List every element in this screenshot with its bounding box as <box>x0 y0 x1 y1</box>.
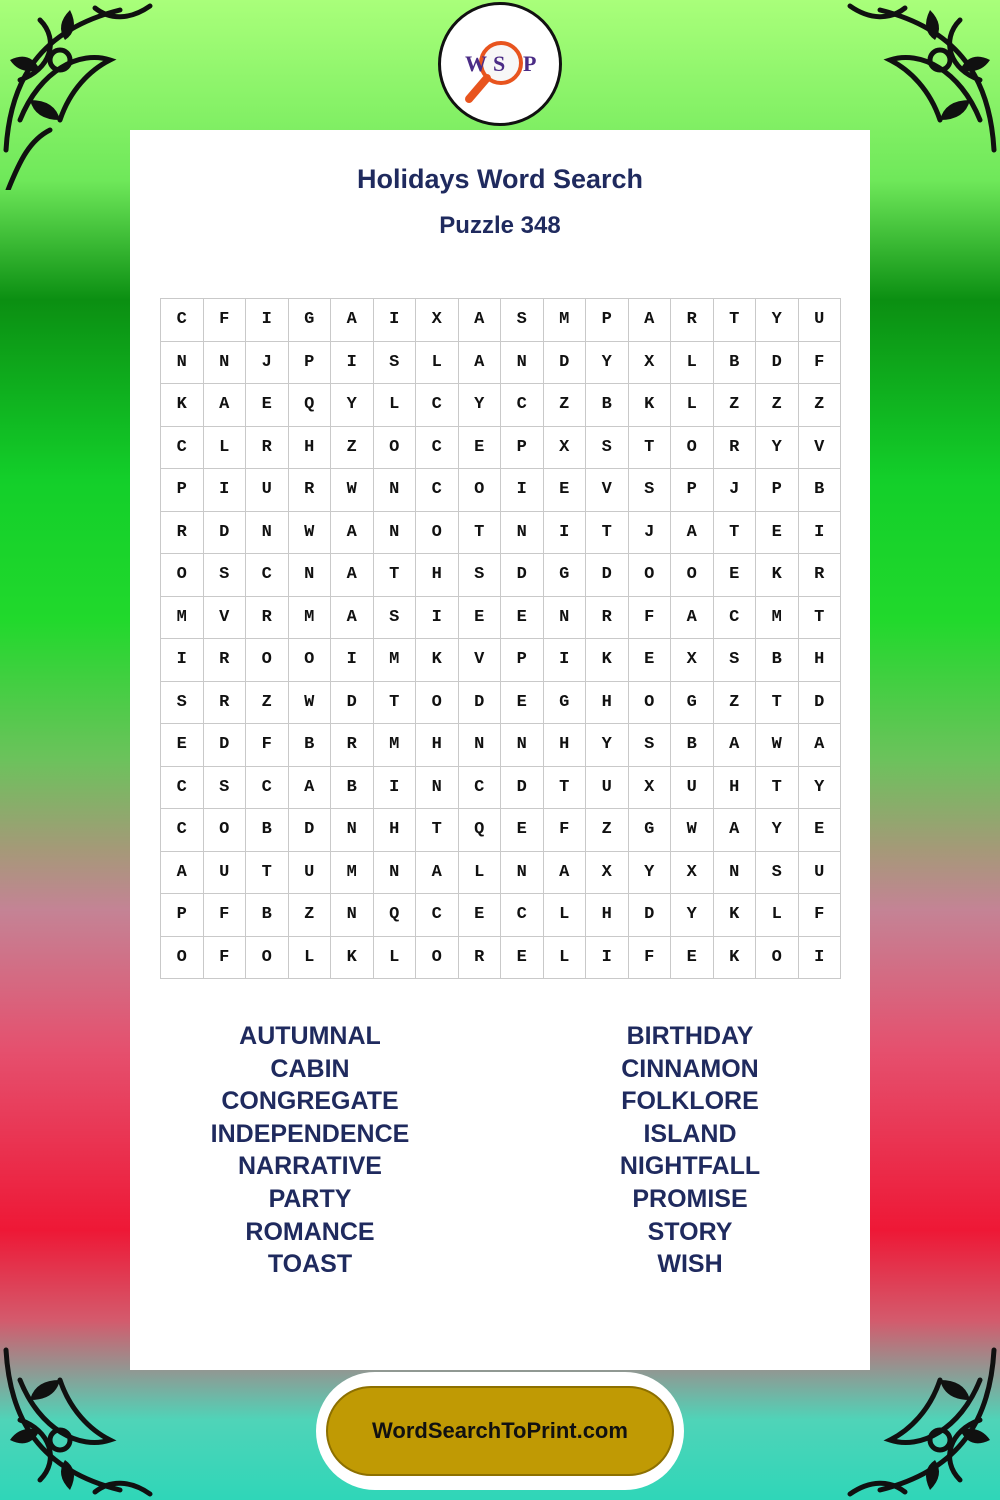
grid-cell[interactable]: Q <box>374 894 417 937</box>
grid-cell[interactable]: Z <box>331 427 374 470</box>
grid-cell[interactable]: J <box>714 469 757 512</box>
grid-cell[interactable]: O <box>161 554 204 597</box>
grid-cell[interactable]: Z <box>246 682 289 725</box>
grid-cell[interactable]: C <box>714 597 757 640</box>
grid-cell[interactable]: Z <box>756 384 799 427</box>
grid-cell[interactable]: A <box>714 724 757 767</box>
grid-cell[interactable]: C <box>161 299 204 342</box>
grid-cell[interactable]: S <box>204 554 247 597</box>
grid-cell[interactable]: H <box>416 554 459 597</box>
grid-cell[interactable]: K <box>629 384 672 427</box>
grid-cell[interactable]: A <box>671 512 714 555</box>
grid-cell[interactable]: P <box>671 469 714 512</box>
grid-cell[interactable]: Z <box>289 894 332 937</box>
grid-cell[interactable]: N <box>331 894 374 937</box>
grid-cell[interactable]: O <box>629 554 672 597</box>
grid-cell[interactable]: O <box>246 937 289 980</box>
grid-cell[interactable]: R <box>331 724 374 767</box>
grid-cell[interactable]: I <box>374 767 417 810</box>
grid-cell[interactable]: C <box>246 767 289 810</box>
grid-cell[interactable]: C <box>416 469 459 512</box>
grid-cell[interactable]: L <box>756 894 799 937</box>
grid-cell[interactable]: X <box>629 342 672 385</box>
grid-cell[interactable]: C <box>501 894 544 937</box>
grid-cell[interactable]: I <box>501 469 544 512</box>
grid-cell[interactable]: K <box>756 554 799 597</box>
grid-cell[interactable]: D <box>629 894 672 937</box>
grid-cell[interactable]: Y <box>629 852 672 895</box>
grid-cell[interactable]: N <box>204 342 247 385</box>
grid-cell[interactable]: T <box>629 427 672 470</box>
grid-cell[interactable]: T <box>714 299 757 342</box>
word-list-item: STORY <box>647 1217 733 1246</box>
grid-cell[interactable]: T <box>374 554 417 597</box>
grid-cell[interactable]: J <box>629 512 672 555</box>
puzzle-card <box>130 130 870 1370</box>
grid-cell[interactable]: N <box>501 724 544 767</box>
grid-cell[interactable]: H <box>416 724 459 767</box>
grid-cell[interactable]: N <box>501 512 544 555</box>
grid-cell[interactable]: J <box>246 342 289 385</box>
grid-cell[interactable]: V <box>799 427 842 470</box>
grid-cell[interactable]: I <box>331 342 374 385</box>
grid-cell[interactable]: A <box>331 299 374 342</box>
grid-cell[interactable]: T <box>586 512 629 555</box>
grid-cell[interactable]: B <box>331 767 374 810</box>
grid-cell[interactable]: Y <box>586 342 629 385</box>
grid-cell[interactable]: O <box>161 937 204 980</box>
word-list-right <box>510 1020 870 1281</box>
grid-cell[interactable]: F <box>246 724 289 767</box>
grid-cell[interactable]: I <box>544 639 587 682</box>
grid-cell[interactable]: O <box>671 427 714 470</box>
grid-cell[interactable]: F <box>629 597 672 640</box>
word-list-item: BIRTHDAY <box>626 1022 754 1050</box>
grid-cell[interactable]: E <box>714 554 757 597</box>
grid-cell[interactable]: O <box>289 639 332 682</box>
word-list-item: PARTY <box>268 1184 352 1213</box>
grid-cell[interactable]: A <box>331 512 374 555</box>
grid-cell[interactable]: N <box>374 852 417 895</box>
grid-cell[interactable]: H <box>374 809 417 852</box>
grid-cell[interactable]: Y <box>756 809 799 852</box>
grid-cell[interactable]: H <box>544 724 587 767</box>
grid-cell[interactable]: M <box>756 597 799 640</box>
word-list-item: INDEPENDENCE <box>210 1119 410 1148</box>
grid-cell[interactable]: W <box>289 682 332 725</box>
grid-cell[interactable]: N <box>501 342 544 385</box>
grid-cell[interactable]: M <box>161 597 204 640</box>
grid-cell[interactable]: H <box>586 682 629 725</box>
grid-cell[interactable]: P <box>161 894 204 937</box>
grid-cell[interactable]: E <box>459 894 502 937</box>
grid-cell[interactable]: I <box>416 597 459 640</box>
grid-cell[interactable]: D <box>501 554 544 597</box>
grid-cell[interactable]: R <box>204 682 247 725</box>
grid-cell[interactable]: L <box>374 384 417 427</box>
grid-cell[interactable]: N <box>289 554 332 597</box>
grid-cell[interactable]: F <box>204 894 247 937</box>
grid-cell[interactable]: T <box>416 809 459 852</box>
grid-cell[interactable]: M <box>374 639 417 682</box>
grid-cell[interactable]: Q <box>459 809 502 852</box>
grid-cell[interactable]: B <box>756 639 799 682</box>
grid-cell[interactable]: C <box>416 427 459 470</box>
grid-cell[interactable]: R <box>161 512 204 555</box>
grid-cell[interactable]: G <box>629 809 672 852</box>
grid-cell[interactable]: O <box>756 937 799 980</box>
grid-cell[interactable]: L <box>671 342 714 385</box>
grid-cell[interactable]: B <box>714 342 757 385</box>
grid-cell[interactable]: S <box>756 852 799 895</box>
grid-cell[interactable]: S <box>714 639 757 682</box>
grid-cell[interactable]: L <box>671 384 714 427</box>
grid-cell[interactable]: F <box>204 299 247 342</box>
grid-cell[interactable]: E <box>501 682 544 725</box>
grid-cell[interactable]: D <box>799 682 842 725</box>
grid-cell[interactable]: R <box>714 427 757 470</box>
grid-cell[interactable]: N <box>714 852 757 895</box>
grid-cell[interactable]: A <box>544 852 587 895</box>
word-list-item: NARRATIVE <box>238 1152 382 1181</box>
grid-cell[interactable]: U <box>246 469 289 512</box>
grid-cell[interactable]: R <box>204 639 247 682</box>
grid-cell[interactable]: N <box>246 512 289 555</box>
grid-cell[interactable]: Z <box>586 809 629 852</box>
grid-cell[interactable]: P <box>586 299 629 342</box>
grid-cell[interactable]: V <box>459 639 502 682</box>
grid-cell[interactable]: B <box>289 724 332 767</box>
grid-cell[interactable]: A <box>629 299 672 342</box>
word-list-item: CONGREGATE <box>221 1087 399 1116</box>
grid-cell[interactable]: D <box>331 682 374 725</box>
grid-cell[interactable]: M <box>289 597 332 640</box>
grid-cell[interactable]: C <box>161 767 204 810</box>
grid-cell[interactable]: F <box>629 937 672 980</box>
grid-cell[interactable]: I <box>246 299 289 342</box>
site-link-button[interactable]: WordSearchToPrint.com <box>326 1386 674 1476</box>
grid-cell[interactable]: O <box>459 469 502 512</box>
grid-cell[interactable]: A <box>416 852 459 895</box>
grid-cell[interactable]: P <box>501 427 544 470</box>
grid-cell[interactable]: F <box>544 809 587 852</box>
grid-cell[interactable]: M <box>374 724 417 767</box>
grid-cell[interactable]: D <box>459 682 502 725</box>
word-list-item: TOAST <box>267 1250 353 1279</box>
grid-cell[interactable]: A <box>799 724 842 767</box>
word-list-item: AUTUMNAL <box>239 1022 381 1050</box>
grid-cell[interactable]: A <box>331 597 374 640</box>
grid-cell[interactable]: D <box>289 809 332 852</box>
grid-cell[interactable]: S <box>374 342 417 385</box>
grid-cell[interactable]: E <box>671 937 714 980</box>
grid-cell[interactable]: G <box>544 554 587 597</box>
grid-cell[interactable]: O <box>416 512 459 555</box>
grid-cell[interactable]: N <box>331 809 374 852</box>
word-list-item: NIGHTFALL <box>619 1152 761 1181</box>
grid-cell[interactable]: L <box>289 937 332 980</box>
grid-cell[interactable]: Z <box>544 384 587 427</box>
grid-cell[interactable]: F <box>799 894 842 937</box>
grid-cell[interactable]: T <box>459 512 502 555</box>
grid-cell[interactable]: N <box>374 469 417 512</box>
grid-cell[interactable]: Y <box>586 724 629 767</box>
grid-cell[interactable]: A <box>714 809 757 852</box>
letter-grid <box>160 298 841 979</box>
grid-cell[interactable]: X <box>671 852 714 895</box>
grid-cell[interactable]: U <box>799 299 842 342</box>
grid-cell[interactable]: N <box>161 342 204 385</box>
grid-cell[interactable]: D <box>501 767 544 810</box>
grid-cell[interactable]: W <box>331 469 374 512</box>
grid-cell[interactable]: A <box>459 299 502 342</box>
word-list-item: ROMANCE <box>245 1217 375 1246</box>
grid-cell[interactable]: K <box>416 639 459 682</box>
grid-cell[interactable]: O <box>204 809 247 852</box>
grid-cell[interactable]: N <box>459 724 502 767</box>
grid-cell[interactable]: T <box>799 597 842 640</box>
grid-cell[interactable]: B <box>246 894 289 937</box>
grid-cell[interactable]: C <box>161 809 204 852</box>
grid-cell[interactable]: T <box>544 767 587 810</box>
grid-cell[interactable]: O <box>416 937 459 980</box>
word-list-item: ISLAND <box>643 1119 737 1148</box>
grid-cell[interactable]: F <box>204 937 247 980</box>
grid-cell[interactable]: C <box>416 384 459 427</box>
grid-cell[interactable]: I <box>586 937 629 980</box>
grid-cell[interactable]: E <box>799 809 842 852</box>
grid-cell[interactable]: H <box>714 767 757 810</box>
grid-cell[interactable]: B <box>586 384 629 427</box>
grid-cell[interactable]: A <box>161 852 204 895</box>
grid-cell[interactable]: V <box>586 469 629 512</box>
grid-cell[interactable]: I <box>161 639 204 682</box>
grid-cell[interactable]: Z <box>714 682 757 725</box>
grid-cell[interactable]: S <box>501 299 544 342</box>
grid-cell[interactable]: N <box>416 767 459 810</box>
grid-cell[interactable]: P <box>289 342 332 385</box>
grid-cell[interactable]: X <box>586 852 629 895</box>
grid-cell[interactable]: T <box>714 512 757 555</box>
grid-cell[interactable]: R <box>586 597 629 640</box>
grid-cell[interactable]: X <box>544 427 587 470</box>
grid-cell[interactable]: W <box>289 512 332 555</box>
grid-cell[interactable]: E <box>501 809 544 852</box>
grid-cell[interactable]: U <box>799 852 842 895</box>
grid-cell[interactable]: N <box>374 512 417 555</box>
grid-cell[interactable]: S <box>586 427 629 470</box>
grid-cell[interactable]: B <box>799 469 842 512</box>
logo-letter-s: S <box>493 51 506 76</box>
grid-cell[interactable]: E <box>459 597 502 640</box>
grid-cell[interactable]: H <box>586 894 629 937</box>
grid-cell[interactable]: T <box>756 682 799 725</box>
grid-cell[interactable]: L <box>544 937 587 980</box>
grid-cell[interactable]: Y <box>459 384 502 427</box>
grid-cell[interactable]: D <box>756 342 799 385</box>
grid-cell[interactable]: P <box>501 639 544 682</box>
grid-cell[interactable]: R <box>289 469 332 512</box>
grid-cell[interactable]: M <box>544 299 587 342</box>
grid-cell[interactable]: O <box>629 682 672 725</box>
grid-cell[interactable]: U <box>586 767 629 810</box>
grid-cell[interactable]: U <box>289 852 332 895</box>
grid-cell[interactable]: S <box>629 724 672 767</box>
grid-cell[interactable]: X <box>671 639 714 682</box>
grid-cell[interactable]: I <box>331 639 374 682</box>
page-title: Holidays Word Search <box>356 164 644 194</box>
grid-cell[interactable]: E <box>161 724 204 767</box>
grid-cell[interactable]: H <box>799 639 842 682</box>
grid-cell[interactable]: P <box>756 469 799 512</box>
grid-cell[interactable]: R <box>246 597 289 640</box>
word-list-item: WISH <box>657 1250 723 1279</box>
grid-cell[interactable]: A <box>459 342 502 385</box>
grid-cell[interactable]: W <box>671 809 714 852</box>
grid-cell[interactable]: Z <box>714 384 757 427</box>
grid-cell[interactable]: H <box>289 427 332 470</box>
grid-cell[interactable]: E <box>544 469 587 512</box>
grid-cell[interactable]: G <box>671 682 714 725</box>
word-list-item: CINNAMON <box>621 1054 759 1083</box>
word-list-item: FOLKLORE <box>621 1087 759 1116</box>
grid-cell[interactable]: D <box>204 724 247 767</box>
grid-cell[interactable]: O <box>374 427 417 470</box>
word-list-item: CABIN <box>270 1054 350 1083</box>
site-logo[interactable] <box>438 2 562 126</box>
grid-cell[interactable]: R <box>459 937 502 980</box>
grid-cell[interactable]: I <box>544 512 587 555</box>
grid-cell[interactable]: O <box>246 639 289 682</box>
grid-cell[interactable]: Y <box>331 384 374 427</box>
footer-pill <box>316 1372 684 1490</box>
grid-cell[interactable]: C <box>246 554 289 597</box>
grid-cell[interactable]: L <box>459 852 502 895</box>
grid-cell[interactable]: K <box>161 384 204 427</box>
grid-cell[interactable]: U <box>204 852 247 895</box>
grid-cell[interactable]: E <box>756 512 799 555</box>
grid-cell[interactable]: Z <box>799 384 842 427</box>
grid-cell[interactable]: E <box>501 597 544 640</box>
grid-cell[interactable]: I <box>204 469 247 512</box>
grid-cell[interactable]: S <box>459 554 502 597</box>
grid-cell[interactable]: S <box>374 597 417 640</box>
grid-cell[interactable]: W <box>756 724 799 767</box>
grid-cell[interactable]: A <box>204 384 247 427</box>
grid-cell[interactable]: C <box>416 894 459 937</box>
magnifier-icon <box>441 5 559 123</box>
grid-cell[interactable]: G <box>544 682 587 725</box>
grid-cell[interactable]: B <box>246 809 289 852</box>
grid-cell[interactable]: G <box>289 299 332 342</box>
grid-cell[interactable]: A <box>331 554 374 597</box>
grid-cell[interactable]: B <box>671 724 714 767</box>
logo-letter-p: P <box>523 51 537 76</box>
grid-cell[interactable]: S <box>204 767 247 810</box>
grid-cell[interactable]: F <box>799 342 842 385</box>
grid-cell[interactable]: S <box>161 682 204 725</box>
word-list-left <box>130 1020 490 1281</box>
grid-cell[interactable]: Q <box>289 384 332 427</box>
grid-cell[interactable]: N <box>501 852 544 895</box>
grid-cell[interactable]: Y <box>756 427 799 470</box>
grid-cell[interactable]: D <box>586 554 629 597</box>
grid-cell[interactable]: I <box>374 299 417 342</box>
grid-cell[interactable]: X <box>416 299 459 342</box>
grid-cell[interactable]: D <box>204 512 247 555</box>
grid-cell[interactable]: K <box>714 894 757 937</box>
grid-cell[interactable]: L <box>416 342 459 385</box>
grid-cell[interactable]: T <box>756 767 799 810</box>
grid-cell[interactable]: A <box>671 597 714 640</box>
grid-cell[interactable]: N <box>544 597 587 640</box>
grid-cell[interactable]: R <box>671 299 714 342</box>
grid-cell[interactable]: A <box>289 767 332 810</box>
grid-cell[interactable]: E <box>501 937 544 980</box>
grid-cell[interactable]: O <box>671 554 714 597</box>
grid-cell[interactable]: D <box>544 342 587 385</box>
grid-cell[interactable]: I <box>799 937 842 980</box>
grid-cell[interactable]: L <box>544 894 587 937</box>
grid-cell[interactable]: R <box>246 427 289 470</box>
logo-letter-w: W <box>465 51 487 76</box>
grid-cell[interactable]: K <box>331 937 374 980</box>
grid-cell[interactable]: V <box>204 597 247 640</box>
grid-cell[interactable]: Y <box>671 894 714 937</box>
grid-cell[interactable]: E <box>629 639 672 682</box>
grid-cell[interactable]: L <box>204 427 247 470</box>
grid-cell[interactable]: X <box>629 767 672 810</box>
grid-cell[interactable]: C <box>161 427 204 470</box>
grid-cell[interactable]: K <box>714 937 757 980</box>
grid-cell[interactable]: K <box>586 639 629 682</box>
grid-cell[interactable]: E <box>246 384 289 427</box>
grid-cell[interactable]: S <box>629 469 672 512</box>
grid-cell[interactable]: Y <box>799 767 842 810</box>
grid-cell[interactable]: T <box>246 852 289 895</box>
grid-cell[interactable]: T <box>374 682 417 725</box>
word-list-item: PROMISE <box>632 1184 748 1213</box>
grid-cell[interactable]: I <box>799 512 842 555</box>
grid-cell[interactable]: R <box>799 554 842 597</box>
grid-cell[interactable]: C <box>501 384 544 427</box>
puzzle-number: Puzzle 348 <box>439 212 561 239</box>
grid-cell[interactable]: O <box>416 682 459 725</box>
grid-cell[interactable]: E <box>459 427 502 470</box>
grid-cell[interactable]: Y <box>756 299 799 342</box>
grid-cell[interactable]: L <box>374 937 417 980</box>
grid-cell[interactable]: P <box>161 469 204 512</box>
grid-cell[interactable]: U <box>671 767 714 810</box>
grid-cell[interactable]: M <box>331 852 374 895</box>
grid-cell[interactable]: C <box>459 767 502 810</box>
